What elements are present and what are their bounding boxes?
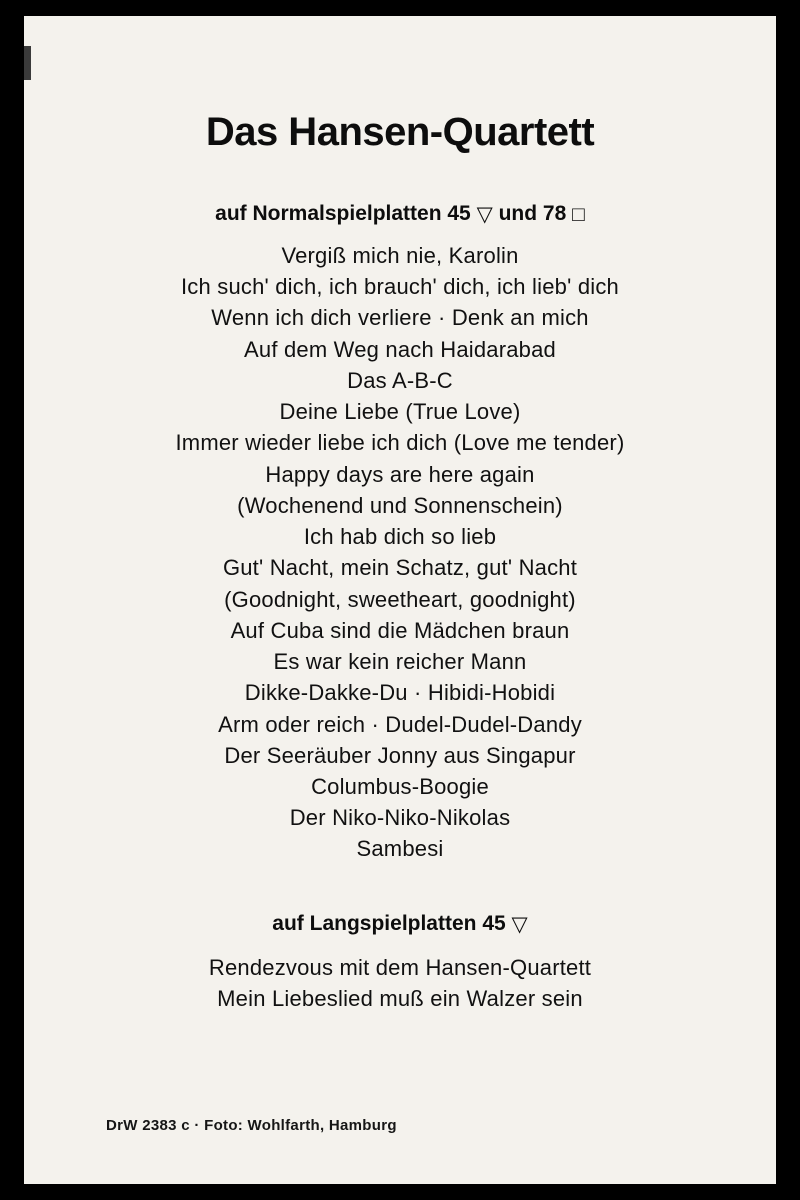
page-title: Das Hansen-Quartett: [205, 110, 595, 154]
list-item: Happy days are here again: [265, 461, 535, 487]
list-item: Auf dem Weg nach Haidarabad: [244, 336, 556, 362]
square-icon: □: [572, 203, 585, 226]
list-item: Der Niko-Niko-Nikolas: [289, 805, 511, 831]
list-item: (Goodnight, sweetheart, goodnight): [224, 586, 576, 612]
track-list-long-play: [72, 936, 728, 1014]
footer-credit: DrW 2383 c · Foto: Wohlfarth, Hamburg: [106, 1117, 397, 1134]
list-item: Auf Cuba sind die Mädchen braun: [230, 617, 570, 643]
section-heading-normal-prefix: auf Normalspielplatten 45: [215, 202, 471, 225]
list-item: Ich hab dich so lieb: [303, 524, 497, 550]
triangle-down-icon: ▽: [511, 912, 528, 936]
section-heading-long-play-records: [72, 865, 728, 936]
edge-mark: [24, 46, 31, 80]
list-item: Sambesi: [356, 836, 444, 862]
list-item: Der Seeräuber Jonny aus Singapur: [224, 742, 576, 768]
list-item: Wenn ich dich verliere · Denk an mich: [211, 305, 589, 331]
list-item: Es war kein reicher Mann: [273, 649, 527, 675]
section-heading-long-prefix: auf Langspielplatten 45: [272, 911, 506, 935]
list-item: Mein Liebeslied muß ein Walzer sein: [217, 985, 583, 1011]
list-item: (Wochenend und Sonnenschein): [237, 492, 563, 518]
triangle-down-icon: ▽: [476, 203, 493, 226]
list-item: Dikke-Dakke-Du · Hibidi-Hobidi: [244, 680, 556, 706]
list-item: Columbus-Boogie: [311, 773, 489, 799]
list-item: Gut' Nacht, mein Schatz, gut' Nacht: [222, 555, 578, 581]
list-item: Rendezvous mit dem Hansen-Quartett: [208, 954, 592, 980]
list-item: Immer wieder liebe ich dich (Love me tender): [175, 430, 625, 456]
track-list-normal: [72, 226, 728, 865]
list-item: Das A-B-C: [347, 367, 453, 393]
card-inner-panel: [42, 30, 758, 1170]
list-item: Deine Liebe (True Love): [279, 399, 521, 425]
list-item: Ich such' dich, ich brauch' dich, ich lieb' dich: [181, 274, 619, 300]
postcard-back: [24, 16, 776, 1184]
list-item: Vergiß mich nie, Karolin: [281, 243, 519, 268]
section-heading-normal-middle: und 78: [498, 202, 567, 225]
list-item: Arm oder reich · Dudel-Dudel-Dandy: [218, 711, 582, 737]
section-heading-normal-records: [72, 155, 728, 226]
